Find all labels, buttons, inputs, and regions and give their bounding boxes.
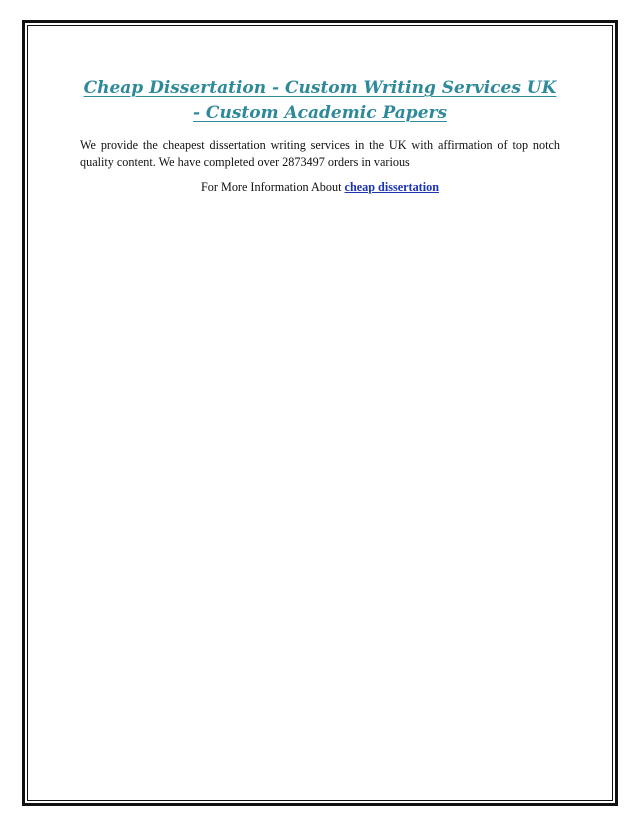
more-info-label: For More Information About [201,180,342,194]
page-content [80,76,560,196]
body-paragraph: We provide the cheapest dissertation writing services in the UK with affirmation of top notch quality content. We have completed over 2873497 orders in various [80,138,560,169]
cheap-dissertation-link[interactable]: cheap dissertation [344,180,439,194]
more-info-line [80,179,560,196]
page-title: Cheap Dissertation - Custom Writing Services UK - Custom Academic Papers [83,78,557,123]
